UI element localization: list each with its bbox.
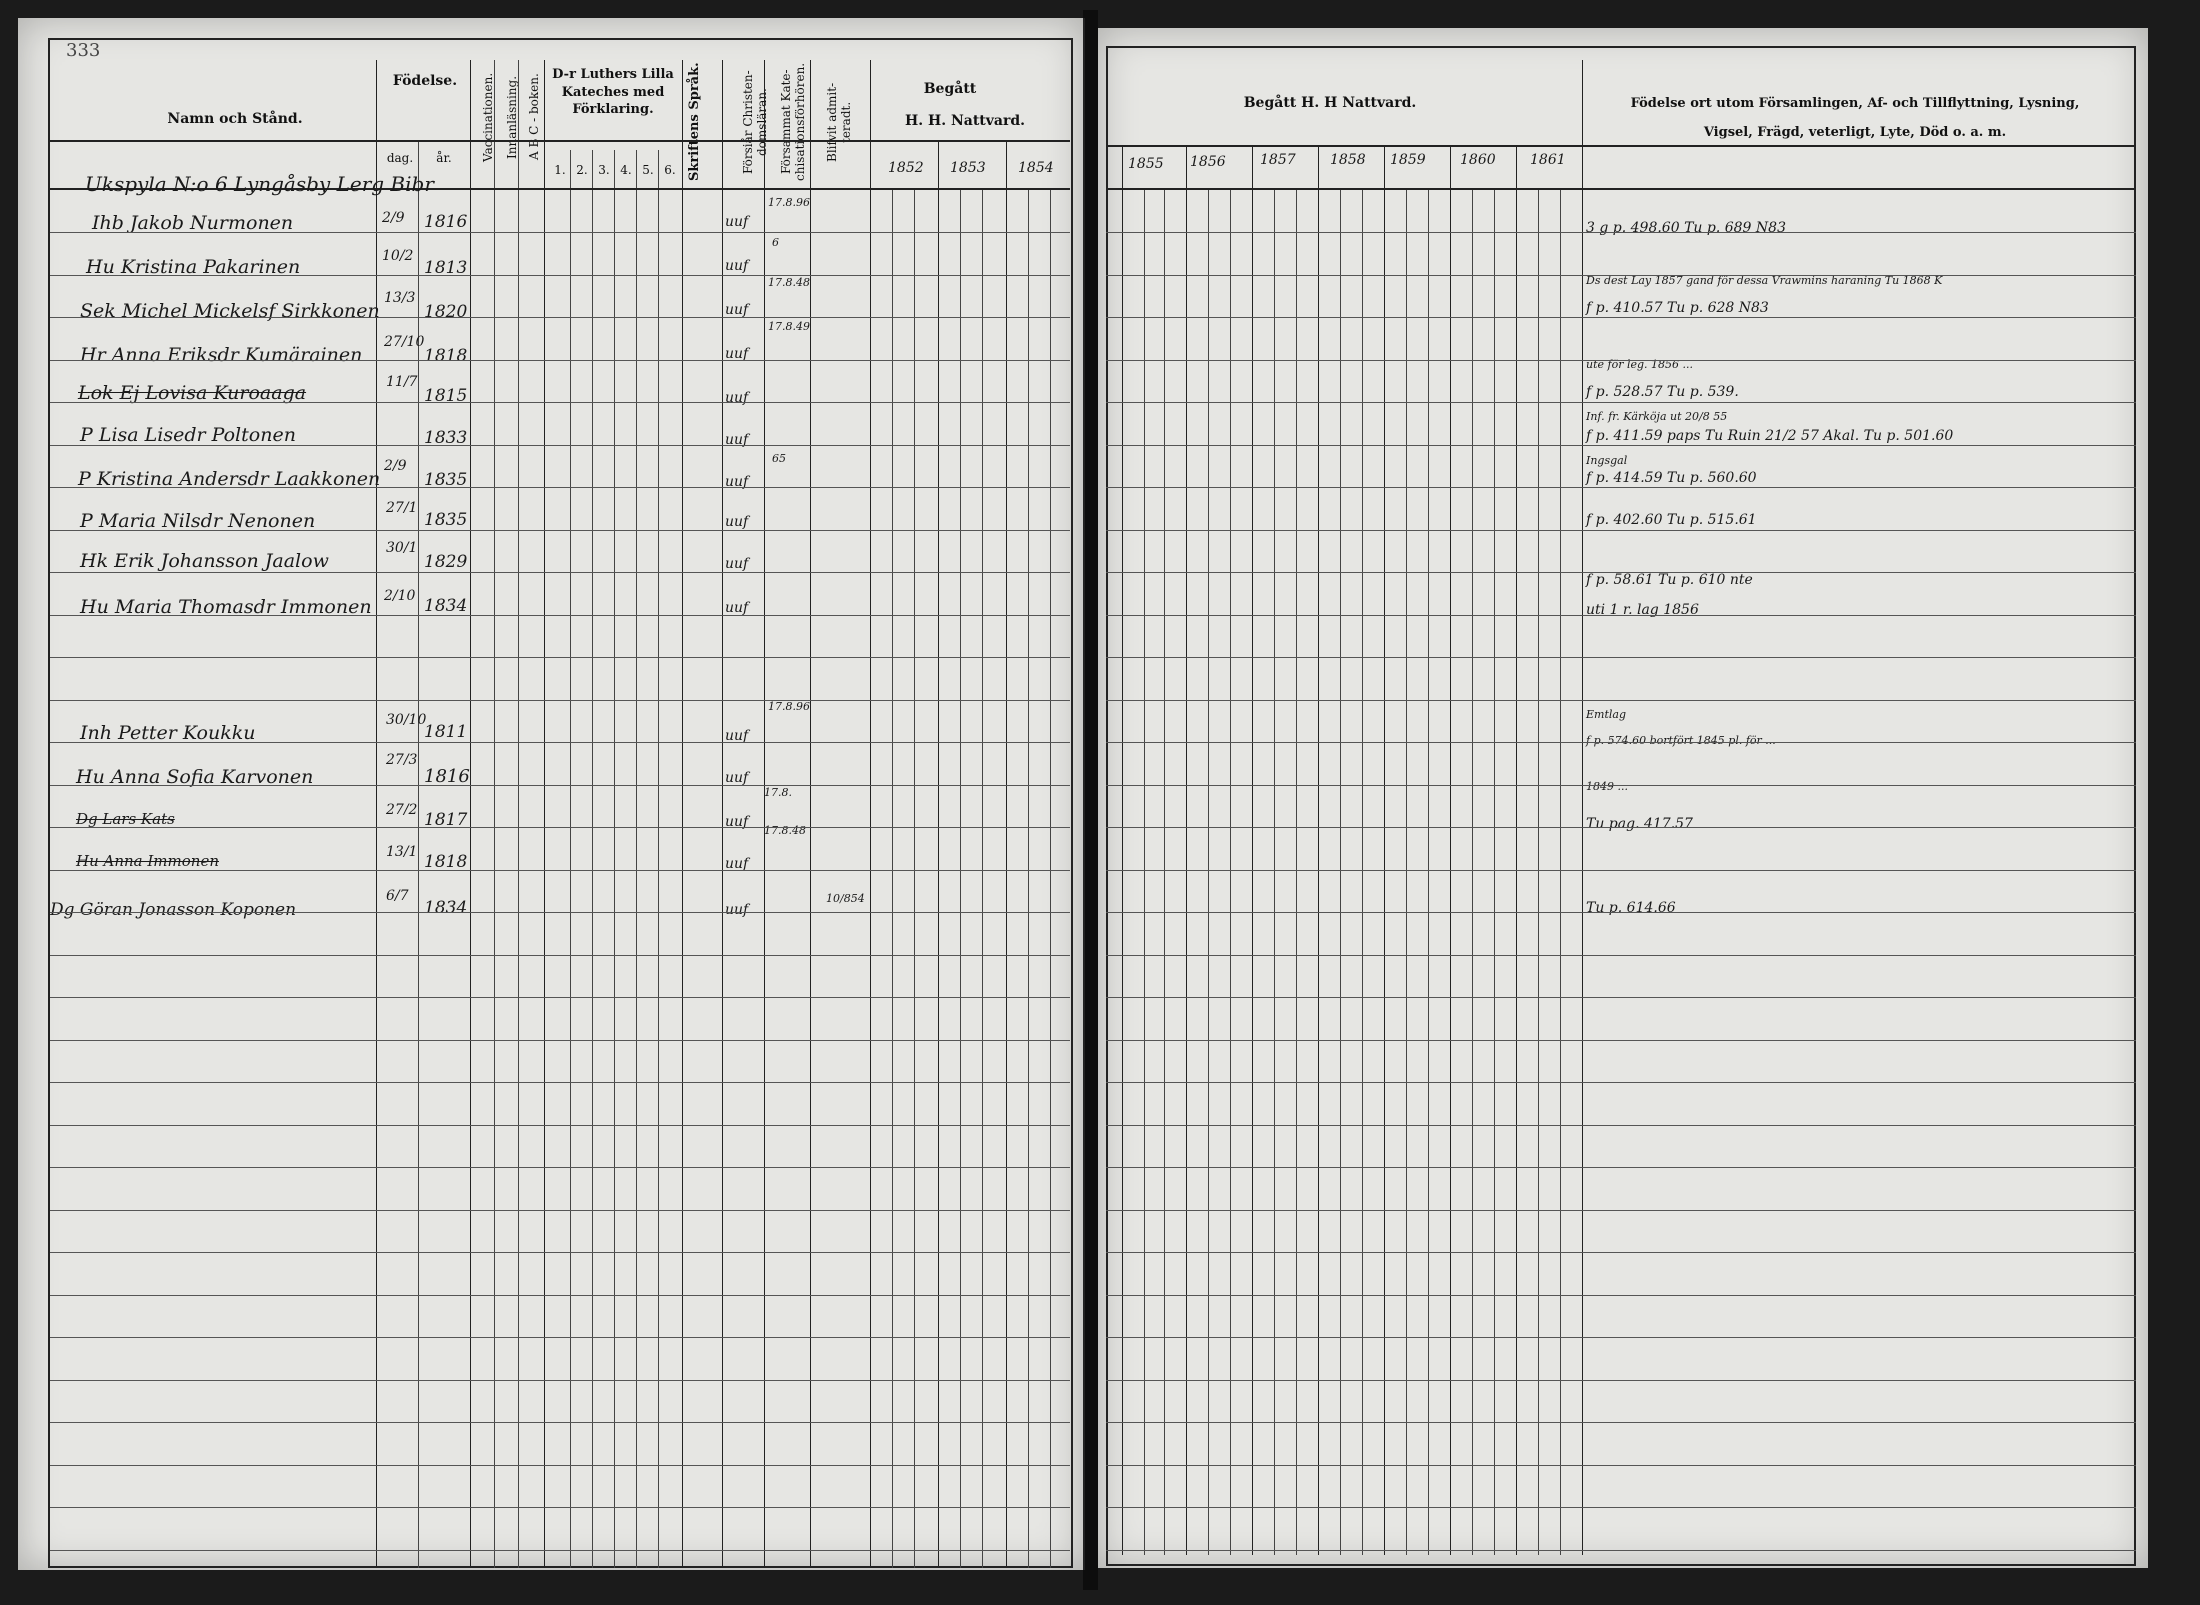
remarks-header-2: Vigsel, Frägd, veterligt, Lyte, Död o. a. m. [1703, 125, 2007, 140]
remark-line: f p. 410.57 Tu p. 628 N83 [1586, 300, 1769, 316]
grid-line [1296, 190, 1297, 1555]
remark-line: f p. 411.59 paps Tu Ruin 21/2 57 Akal. Tu p. 501.60 [1586, 428, 1954, 444]
household-heading: Ukspyla N:o 6 Lyngåsby Lerg Bibr [85, 172, 434, 196]
grid-line [1340, 190, 1341, 1555]
ruled-line [1106, 1082, 2136, 1083]
page-number: 333 [66, 40, 101, 61]
header-rule [1106, 145, 2136, 147]
entry-exam: uuf [725, 258, 749, 274]
grid-line [960, 190, 961, 1568]
ruled-line [50, 1550, 1070, 1551]
cat-col-4: 4. [620, 163, 632, 177]
grid-line [1230, 190, 1231, 1555]
ruled-line [50, 785, 1070, 786]
entry-year: 1818 [424, 852, 468, 872]
ruled-line [1106, 275, 2136, 276]
book-spine [1083, 10, 1098, 1590]
entry-name: Dg Göran Jonasson Koponen [50, 900, 297, 920]
ruled-line [50, 657, 1070, 658]
remark-line: Ds dest Lay 1857 gand för dessa Vrawmins haraning Tu 1868 K [1586, 274, 1943, 287]
ruled-line [50, 360, 1070, 361]
entry-day: 11/7 [386, 374, 418, 390]
ruled-line [1106, 445, 2136, 446]
grid-line [1494, 190, 1495, 1555]
grid-line [518, 60, 519, 1568]
ruled-line [50, 1507, 1070, 1508]
ruled-line [50, 1465, 1070, 1466]
entry-day: 2/10 [384, 588, 416, 604]
right-year-1859: 1859 [1390, 152, 1426, 168]
entry-note: 65 [772, 452, 786, 465]
ruled-line [1106, 700, 2136, 701]
entry-exam: uuf [725, 346, 749, 362]
ruled-line [1106, 1040, 2136, 1041]
grid-line [1406, 190, 1407, 1555]
entry-day: 27/2 [386, 802, 418, 818]
ruled-line [50, 615, 1070, 616]
ruled-line [1106, 1295, 2136, 1296]
ruled-line [1106, 402, 2136, 403]
remark-line: Inf. fr. Kärköja ut 20/8 55 [1586, 410, 1728, 423]
grid-line [1208, 190, 1209, 1555]
ruled-line [50, 1167, 1070, 1168]
header-allowed: Blifvit admit-teradt. [825, 82, 853, 162]
entry-day: 30/1 [386, 540, 418, 556]
ruled-line [1106, 1167, 2136, 1168]
ruled-line [50, 742, 1070, 743]
ruled-line [50, 997, 1070, 998]
entry-day: 2/9 [384, 458, 407, 474]
ruled-line [50, 1380, 1070, 1381]
grid-line [658, 150, 659, 1568]
entry-exam: uuf [725, 432, 749, 448]
grid-line [614, 150, 615, 1568]
entry-exam: uuf [725, 556, 749, 572]
ruled-line [50, 1210, 1070, 1211]
ruled-line [1106, 232, 2136, 233]
entry-day: 27/10 [384, 334, 425, 350]
entry-year: 1811 [424, 722, 468, 742]
entry-exam: uuf [725, 214, 749, 230]
ruled-line [1106, 1422, 2136, 1423]
left-year-1853: 1853 [950, 160, 986, 176]
ruled-line [50, 955, 1070, 956]
grid-line [636, 150, 637, 1568]
grid-line [982, 190, 983, 1568]
cat-col-5: 5. [642, 163, 654, 177]
remark-line: uti 1 r. lag 1856 [1586, 602, 1699, 618]
grid-line [914, 190, 915, 1568]
ruled-line [1106, 827, 2136, 828]
entry-note: 17.8.48 [764, 824, 806, 837]
ruled-line [50, 530, 1070, 531]
header-reading: Innanläsning. [505, 75, 519, 159]
header-vaccination: Vaccinationen. [481, 72, 495, 162]
cat-col-6: 6. [664, 163, 676, 177]
entry-year: 1834 [424, 596, 468, 616]
entry-note: 17.8. [764, 786, 792, 799]
grid-line [1582, 60, 1583, 1555]
remark-line: Ingsgal [1586, 454, 1628, 467]
ruled-line [1106, 317, 2136, 318]
ruled-line [50, 1295, 1070, 1296]
ruled-line [50, 572, 1070, 573]
cat-col-1: 1. [554, 163, 566, 177]
ruled-line [50, 487, 1070, 488]
right-year-1856: 1856 [1190, 154, 1226, 170]
entry-year: 1817 [424, 810, 468, 830]
remark-line: 1849 ... [1586, 780, 1628, 793]
remark-line: ute för leg. 1856 ... [1586, 358, 1694, 371]
ruled-line [50, 402, 1070, 403]
grid-line [1472, 190, 1473, 1555]
grid-line [1362, 190, 1363, 1555]
entry-year: 1834 [424, 898, 468, 918]
right-year-1861: 1861 [1530, 152, 1566, 168]
right-year-1857: 1857 [1260, 152, 1296, 168]
header-day: dag. [386, 151, 414, 165]
remark-line: f p. 58.61 Tu p. 610 nte [1586, 572, 1753, 588]
grid-line [592, 150, 593, 1568]
grid-line [1006, 140, 1007, 1568]
grid-line [1560, 190, 1561, 1555]
ruled-line [1106, 615, 2136, 616]
ruled-line [1106, 1507, 2136, 1508]
entry-exam: uuf [725, 514, 749, 530]
entry-exam: uuf [725, 474, 749, 490]
entry-note: 17.8.96 [768, 700, 810, 713]
header-rule [1106, 188, 2136, 190]
entry-day: 27/1 [386, 500, 418, 516]
header-scripture: Skriftens Språk. [687, 62, 702, 182]
remark-line: 3 g p. 498.60 Tu p. 689 N83 [1586, 220, 1786, 236]
ruled-line [1106, 657, 2136, 658]
grid-line [870, 60, 871, 1568]
header-abc: A B C - boken. [527, 73, 541, 161]
right-year-1858: 1858 [1330, 152, 1366, 168]
right-header-communion: Begått H. H Nattvard. [1243, 95, 1417, 111]
grid-line [1428, 190, 1429, 1555]
entry-year: 1816 [424, 212, 468, 232]
grid-line [1538, 190, 1539, 1555]
remark-line: f p. 402.60 Tu p. 515.61 [1586, 512, 1757, 528]
entry-year: 1829 [424, 552, 468, 572]
entry-note: 10/854 [826, 892, 865, 905]
ruled-line [1106, 572, 2136, 573]
ruled-line [1106, 742, 2136, 743]
ruled-line [50, 912, 1070, 913]
ruled-line [50, 1040, 1070, 1041]
header-name: Namn och Stånd. [167, 111, 303, 127]
entry-year: 1813 [424, 258, 468, 278]
entry-name: Dg Lars Kats [76, 810, 175, 828]
grid-line [1252, 145, 1253, 1555]
ruled-line [1106, 487, 2136, 488]
grid-line [418, 140, 419, 1568]
entry-year: 1818 [424, 346, 468, 366]
entry-year: 1820 [424, 302, 468, 322]
header-communion-1: Begått [923, 81, 977, 97]
entry-name: Hk Erik Johansson Jaalow [80, 550, 329, 572]
header-exam: Försammat Kate-chisationsförhören. [779, 62, 807, 182]
remark-line: Tu p. 614.66 [1586, 900, 1676, 916]
grid-line [1144, 190, 1145, 1555]
entry-exam: uuf [725, 600, 749, 616]
ruled-line [50, 1337, 1070, 1338]
entry-year: 1835 [424, 510, 468, 530]
grid-line [1318, 145, 1319, 1555]
grid-line [764, 60, 765, 1568]
entry-exam: uuf [725, 770, 749, 786]
entry-name: Hu Maria Thomasdr Immonen [80, 596, 372, 618]
ruled-line [1106, 1380, 2136, 1381]
ruled-line [50, 1125, 1070, 1126]
entry-name: Hu Anna Sofia Karvonen [76, 766, 314, 788]
entry-name: Hu Kristina Pakarinen [86, 256, 301, 278]
ruled-line [50, 232, 1070, 233]
entry-note: 17.8.96 [768, 196, 810, 209]
grid-line [1164, 190, 1165, 1555]
header-rule [50, 140, 1070, 142]
remark-line: Tu pag. 417.57 [1586, 816, 1693, 832]
grid-line [470, 60, 471, 1568]
remark-line: f p. 574.60 bortfört 1845 pl. för ... [1586, 734, 1776, 747]
entry-name: Inh Petter Koukku [80, 722, 256, 744]
ruled-line [50, 1252, 1070, 1253]
ruled-line [1106, 1252, 2136, 1253]
cat-col-2: 2. [576, 163, 588, 177]
entry-name: P Maria Nilsdr Nenonen [80, 510, 316, 532]
grid-line [938, 140, 939, 1568]
grid-line [1186, 145, 1187, 1555]
ruled-line [50, 275, 1070, 276]
entry-day: 10/2 [382, 248, 414, 264]
entry-exam: uuf [725, 856, 749, 872]
header-year: år. [436, 151, 452, 165]
entry-name: Hr Anna Eriksdr Kumärainen [80, 344, 363, 366]
ruled-line [1106, 912, 2136, 913]
ruled-line [50, 700, 1070, 701]
grid-line [1274, 190, 1275, 1555]
cat-col-3: 3. [598, 163, 610, 177]
entry-exam: uuf [725, 302, 749, 318]
entry-name: P Lisa Lisedr Poltonen [80, 424, 296, 446]
ruled-line [1106, 1210, 2136, 1211]
remarks-header-1: Födelse ort utom Församlingen, Af- och Tillflyttning, Lysning, [1630, 96, 2080, 111]
left-year-1852: 1852 [888, 160, 924, 176]
entry-name: Hu Anna Immonen [76, 852, 219, 870]
ruled-line [50, 445, 1070, 446]
ruled-line [50, 317, 1070, 318]
grid-line [892, 190, 893, 1568]
grid-line [810, 60, 811, 1568]
grid-line [1050, 190, 1051, 1568]
header-communion-2: H. H. Nattvard. [905, 113, 1025, 129]
grid-line [1122, 145, 1123, 1555]
grid-line [1450, 145, 1451, 1555]
ruled-line [50, 827, 1070, 828]
entry-day: 27/3 [386, 752, 418, 768]
entry-year: 1833 [424, 428, 468, 448]
grid-line [682, 60, 683, 1568]
entry-note: 17.8.49 [768, 320, 810, 333]
grid-line [494, 60, 495, 1568]
entry-note: 17.8.48 [768, 276, 810, 289]
entry-name: Lok Ej Lovisa Kuroaaga [78, 382, 307, 404]
entry-year: 1815 [424, 386, 468, 406]
ruled-line [1106, 997, 2136, 998]
entry-year: 1835 [424, 470, 468, 490]
remark-line: Emtlag [1586, 708, 1626, 721]
ruled-line [1106, 785, 2136, 786]
entry-exam: uuf [725, 390, 749, 406]
ruled-line [1106, 1465, 2136, 1466]
ruled-line [1106, 1337, 2136, 1338]
entry-day: 13/1 [386, 844, 418, 860]
ruled-line [1106, 1550, 2136, 1551]
entry-name: Sek Michel Mickelsf Sirkkonen [80, 300, 380, 322]
entry-exam: uuf [725, 902, 749, 918]
left-year-1854: 1854 [1018, 160, 1054, 176]
entry-day: 6/7 [386, 888, 409, 904]
ruled-line [50, 1422, 1070, 1423]
entry-name: Ihb Jakob Nurmonen [92, 212, 294, 234]
entry-exam: uuf [725, 814, 749, 830]
ruled-line [1106, 870, 2136, 871]
grid-line [1028, 190, 1029, 1568]
grid-line [1516, 145, 1517, 1555]
ruled-line [1106, 360, 2136, 361]
remark-line: f p. 528.57 Tu p. 539. [1586, 384, 1739, 400]
header-birth: Födelse. [392, 73, 458, 89]
ruled-line [1106, 530, 2136, 531]
grid-line [570, 150, 571, 1568]
header-catechism: D-r Luthers Lilla Kateches med Förklaring. [552, 67, 674, 118]
grid-line [376, 60, 377, 1568]
entry-day: 2/9 [382, 210, 405, 226]
entry-name: P Kristina Andersdr Laakkonen [78, 468, 381, 490]
ruled-line [1106, 1125, 2136, 1126]
grid-line [544, 60, 545, 1568]
ruled-line [50, 870, 1070, 871]
header-christian: Försiår Christen-domsläran. [741, 70, 769, 174]
entry-day: 30/10 [386, 712, 427, 728]
right-year-1855: 1855 [1128, 156, 1164, 172]
entry-exam: uuf [725, 728, 749, 744]
grid-line [1384, 145, 1385, 1555]
ruled-line [1106, 955, 2136, 956]
entry-year: 1816 [424, 766, 470, 787]
right-year-1860: 1860 [1460, 152, 1496, 168]
grid-line [722, 60, 723, 1568]
ruled-line [50, 1082, 1070, 1083]
entry-note: 6 [772, 236, 779, 249]
remark-line: f p. 414.59 Tu p. 560.60 [1586, 470, 1757, 486]
entry-day: 13/3 [384, 290, 416, 306]
